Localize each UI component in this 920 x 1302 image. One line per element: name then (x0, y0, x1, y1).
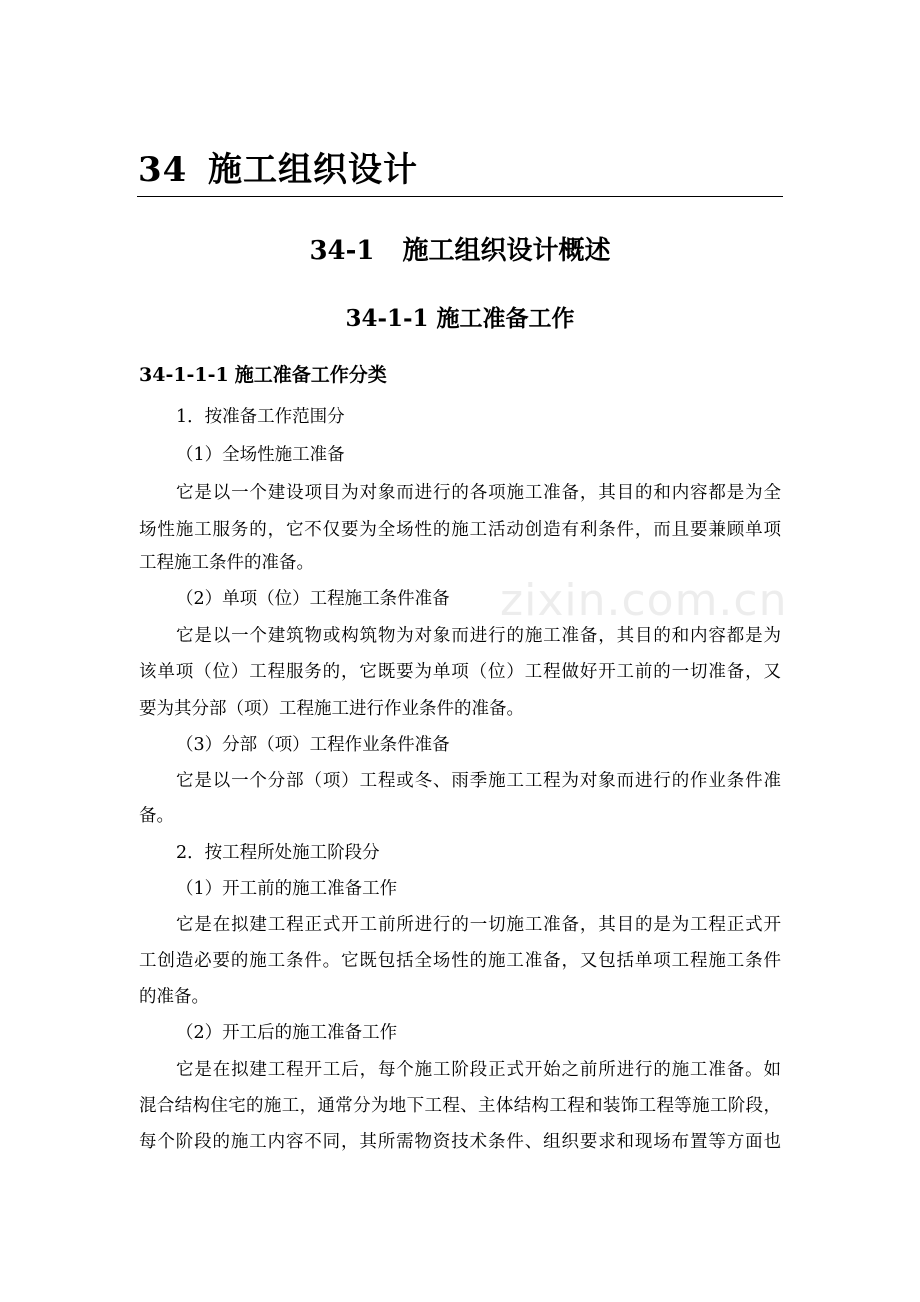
paragraph-line: 工创造必要的施工条件。它既包括全场性的施工准备，又包括单项工程施工条件 (139, 951, 781, 971)
paragraph-line: 它是以一个建筑物或构筑物为对象而进行的施工准备，其目的和内容都是为 (176, 626, 781, 646)
section-number: 34-1 (309, 236, 375, 266)
paragraph-line: 该单项（位）工程服务的，它既要为单项（位）工程做好开工前的一切准备，又 (139, 662, 781, 682)
list-subheading: （1）开工前的施工准备工作 (176, 879, 398, 899)
chapter-divider (137, 196, 783, 197)
paragraph-line: 工程施工条件的准备。 (139, 553, 314, 573)
list-subheading: （3）分部（项）工程作业条件准备 (176, 735, 450, 755)
chapter-title: 施工组织设计 (208, 150, 418, 190)
section-title: 施工组织设计概述 (402, 236, 611, 266)
paragraph-line: 混合结构住宅的施工，通常分为地下工程、主体结构工程和装饰工程等施工阶段， (139, 1096, 781, 1116)
subsubsection-title: 施工准备工作分类 (234, 364, 387, 386)
paragraph-line: 场性施工服务的，它不仅要为全场性的施工活动创造有利条件，而且要兼顾单项 (139, 520, 781, 540)
paragraph-line: 它是在拟建工程正式开工前所进行的一切施工准备，其目的是为工程正式开 (176, 915, 781, 935)
section-heading (0, 230, 920, 267)
watermark: zixin.com.cn (500, 575, 788, 626)
paragraph-line: 它是以一个分部（项）工程或冬、雨季施工工程为对象而进行的作业条件准 (176, 771, 781, 791)
chapter-heading (138, 142, 418, 191)
paragraph-line: 它是以一个建设项目为对象而进行的各项施工准备，其目的和内容都是为全 (176, 483, 781, 503)
subsubsection-number: 34-1-1-1 (139, 364, 229, 386)
list-heading: 1．按准备工作范围分 (176, 407, 345, 427)
paragraph-line: 每个阶段的施工内容不同，其所需物资技术条件、组织要求和现场布置等方面也 (139, 1132, 781, 1152)
subsubsection-heading (139, 360, 387, 387)
list-heading: 2．按工程所处施工阶段分 (176, 843, 380, 863)
paragraph-line: 要为其分部（项）工程施工进行作业条件的准备。 (139, 699, 524, 719)
paragraph-line: 备。 (139, 806, 174, 826)
chapter-number: 34 (138, 150, 188, 190)
subsection-number: 34-1-1 (345, 305, 429, 332)
list-subheading: （2）开工后的施工准备工作 (176, 1023, 398, 1043)
paragraph-line: 它是在拟建工程开工后，每个施工阶段正式开始之前所进行的施工准备。如 (176, 1060, 781, 1080)
paragraph-line: 的准备。 (139, 987, 209, 1007)
subsection-title: 施工准备工作 (436, 305, 575, 332)
list-subheading: （1）全场性施工准备 (176, 445, 345, 465)
subsection-heading (0, 300, 920, 333)
list-subheading: （2）单项（位）工程施工条件准备 (176, 589, 450, 609)
